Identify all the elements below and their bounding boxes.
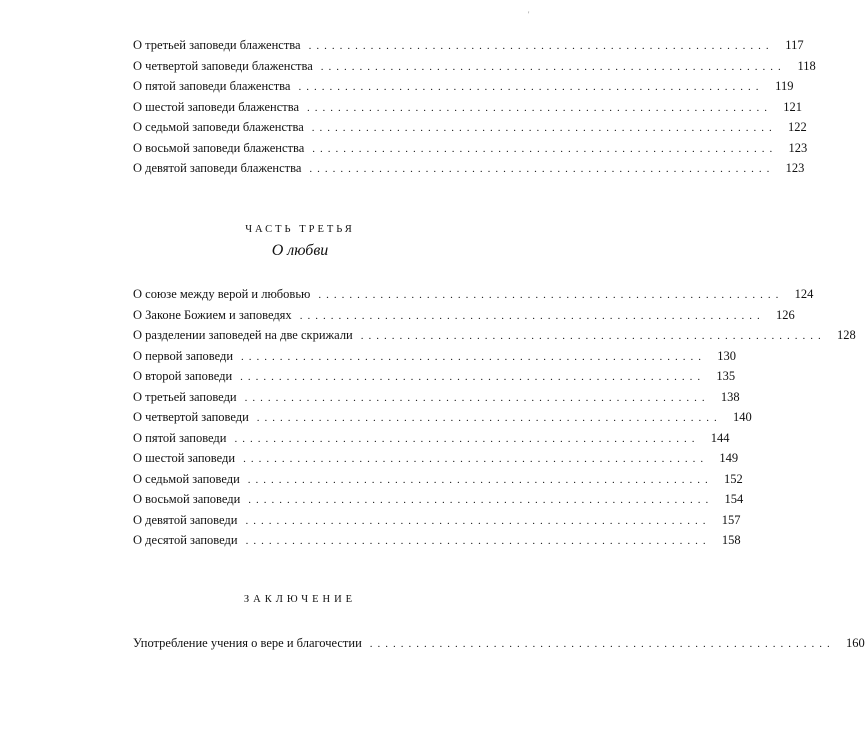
toc-entry-title: О четвертой заповеди	[133, 410, 249, 424]
part-subtitle: О любви	[271, 242, 329, 259]
toc-entry	[133, 510, 741, 531]
toc-entry-page: 124	[794, 287, 814, 301]
dot-leader: ............................................................	[318, 289, 784, 301]
toc-entry-title: О пятой заповеди	[133, 430, 227, 445]
dot-leader: ............................................................	[298, 81, 764, 93]
toc-entry	[133, 633, 865, 654]
dot-leader: ............................................................	[244, 391, 710, 404]
toc-entry	[133, 428, 730, 449]
toc-entry	[133, 325, 856, 346]
dot-leader: ............................................................	[320, 60, 786, 73]
toc-entry-page: 128	[837, 328, 856, 342]
dot-leader: ............................................................	[248, 494, 714, 506]
toc-entry	[133, 97, 803, 118]
toc-section-3	[133, 633, 865, 654]
dot-leader: ............................................................	[311, 122, 777, 134]
toc-entry	[133, 76, 794, 97]
toc-entry-page: 130	[717, 348, 737, 363]
toc-entry-page: 122	[788, 120, 807, 134]
toc-entry	[133, 530, 741, 551]
toc-entry	[133, 366, 736, 387]
toc-entry-title: О второй заповеди	[133, 369, 233, 383]
toc-section-1	[133, 35, 816, 179]
dot-leader: ............................................................	[308, 40, 774, 52]
toc-entry-page: 123	[788, 140, 808, 155]
toc-entry	[133, 117, 807, 138]
toc-entry-page: 152	[724, 471, 743, 486]
toc-entry-title: О седьмой заповеди	[133, 471, 240, 486]
dot-leader: ............................................................	[240, 371, 706, 383]
toc-entry-page: 123	[785, 161, 805, 175]
dot-leader: ............................................................	[245, 514, 711, 527]
toc-entry-page: 149	[719, 451, 739, 465]
toc-entry-title: О шестой заповеди	[133, 451, 236, 465]
toc-entry-page: 121	[783, 99, 803, 114]
toc-entry	[133, 305, 795, 326]
toc-entry-title: О восьмой заповеди блаженства	[133, 140, 305, 155]
toc-entry	[133, 469, 743, 490]
stray-mark: '	[528, 10, 530, 19]
toc-entry	[133, 448, 739, 469]
toc-entry	[133, 158, 805, 179]
toc-entry-page: 154	[724, 492, 744, 506]
toc-entry	[133, 387, 740, 408]
toc-entry-title: О четвертой заповеди блаженства	[133, 58, 313, 73]
toc-section-2	[133, 284, 856, 551]
toc-entry-page: 144	[710, 430, 730, 445]
toc-entry-page: 158	[721, 533, 741, 547]
part-heading: ЧАСТЬ ТРЕТЬЯ	[245, 224, 355, 235]
dot-leader: ............................................................	[360, 330, 826, 342]
toc-entry	[133, 35, 804, 56]
dot-leader: ............................................................	[243, 453, 709, 465]
toc-entry-page: 160	[846, 636, 865, 650]
conclusion-heading: ЗАКЛЮЧЕНИЕ	[243, 594, 357, 605]
toc-entry-page: 157	[721, 512, 741, 527]
dot-leader: ............................................................	[369, 638, 835, 650]
toc-entry-title: О Законе Божием и заповедях	[133, 307, 292, 322]
dot-leader: ............................................................	[307, 101, 773, 114]
toc-entry-title: О пятой заповеди блаженства	[133, 79, 291, 93]
dot-leader: ............................................................	[245, 535, 711, 547]
toc-entry-title: Употребление учения о вере и благочестии	[133, 636, 362, 650]
toc-entry-title: О шестой заповеди блаженства	[133, 99, 300, 114]
toc-entry-title: О восьмой заповеди	[133, 492, 241, 506]
dot-leader: ............................................................	[299, 309, 765, 322]
toc-entry-title: О союзе между верой и любовью	[133, 287, 311, 301]
dot-leader: ............................................................	[241, 350, 707, 363]
toc-entry-page: 119	[775, 79, 794, 93]
dot-leader: ............................................................	[309, 163, 775, 175]
dot-leader: ............................................................	[234, 432, 700, 445]
toc-entry-title: О третьей заповеди блаженства	[133, 38, 301, 52]
toc-entry-title: О разделении заповедей на две скрижали	[133, 328, 353, 342]
toc-entry	[133, 56, 816, 77]
dot-leader: ............................................................	[256, 412, 722, 424]
toc-entry-title: О девятой заповеди блаженства	[133, 161, 302, 175]
toc-entry	[133, 284, 814, 305]
toc-entry	[133, 489, 744, 510]
toc-entry-title: О третьей заповеди	[133, 389, 237, 404]
toc-entry-title: О девятой заповеди	[133, 512, 238, 527]
dot-leader: ............................................................	[312, 142, 778, 155]
toc-entry-title: О десятой заповеди	[133, 533, 238, 547]
toc-entry-title: О седьмой заповеди блаженства	[133, 120, 304, 134]
toc-entry-page: 118	[797, 58, 816, 73]
toc-entry-page: 126	[775, 307, 795, 322]
toc-entry-page: 135	[716, 369, 736, 383]
dot-leader: ............................................................	[247, 473, 713, 486]
toc-entry	[133, 138, 808, 159]
toc-entry-title: О первой заповеди	[133, 348, 234, 363]
toc-entry-page: 117	[785, 38, 804, 52]
toc-entry	[133, 346, 737, 367]
toc-entry-page: 138	[720, 389, 740, 404]
toc-entry	[133, 407, 752, 428]
toc-entry-page: 140	[733, 410, 752, 424]
